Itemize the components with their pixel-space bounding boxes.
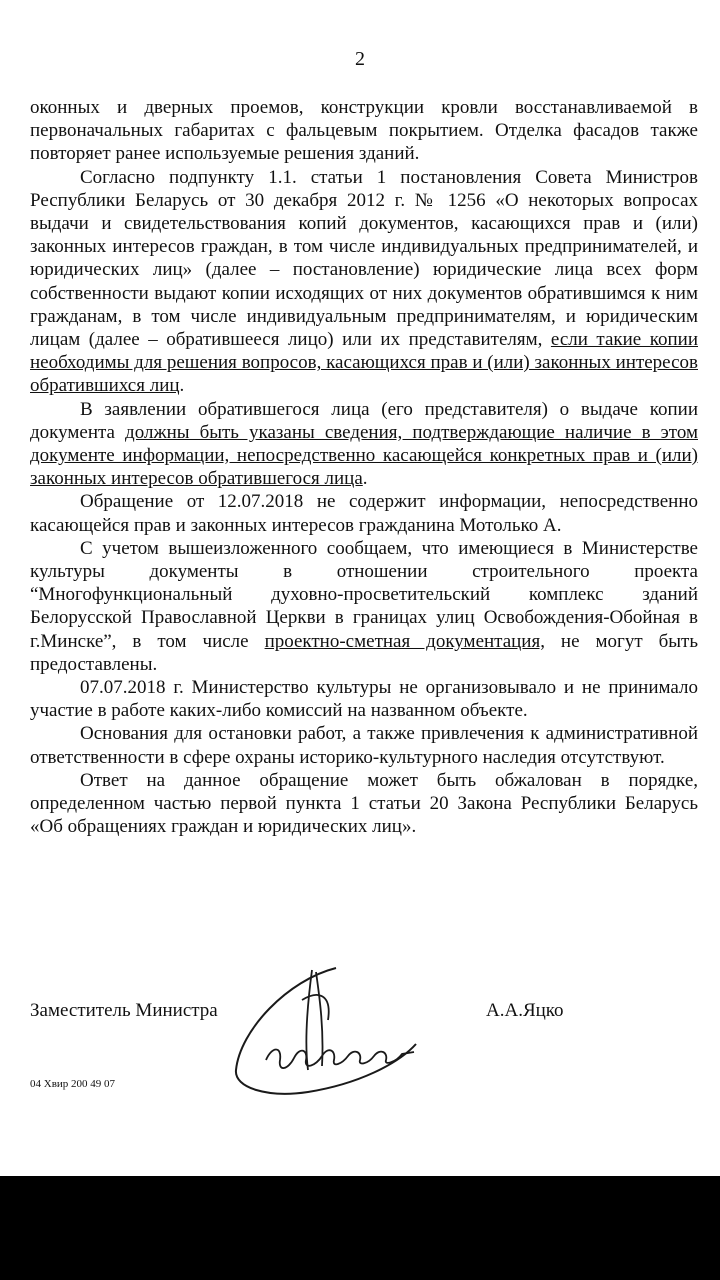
paragraph-5-end: не могут быть предоставлены.	[30, 630, 698, 675]
page-number: 2	[355, 48, 365, 70]
paragraph-5-underlined: проектно-сметная документация,	[264, 630, 545, 652]
signatory-title: Заместитель Министра	[30, 1000, 218, 1021]
paragraph-2	[30, 166, 698, 398]
signatory-name: А.А.Яцко	[486, 1000, 564, 1021]
paragraph-6: 07.07.2018 г. Министерство культуры не организовывало и не принимало участие в работе каких-либо комиссий на названном объекте.	[30, 677, 698, 722]
paragraph-3-text: В заявлении обратившегося лица (его представителя) о выдаче копии документа	[30, 398, 698, 443]
paragraph-8: Ответ на данное обращение может быть обжалован в порядке, определенном частью первой пункта 1 статьи 20 Закона Республики Беларусь «Об обращениях граждан и юридических лиц».	[30, 769, 698, 838]
paragraph-5	[30, 537, 698, 676]
paragraph-7: Основания для остановки работ, а также привлечения к административной ответственности в сфере охраны историко-культурного наследия отсутствуют.	[30, 723, 698, 768]
paragraph-4: Обращение от 12.07.2018 не содержит информации, непосредственно касающейся прав и законных интересов гражданина Мотолько А.	[30, 491, 698, 536]
bottom-black-bar	[0, 1176, 720, 1280]
paragraph-1: оконных и дверных проемов, конструкции кровли восстанавливаемой в первоначальных габаритах с фальцевым покрытием. Отделка фасадов также повторяет ранее используемые решения зданий.	[30, 97, 698, 165]
paragraph-2-end: .	[179, 375, 185, 397]
handwritten-signature	[228, 960, 428, 1100]
reference-number: 04 Хвир 200 49 07	[30, 1078, 116, 1090]
paragraph-3-underlined: должны быть указаны сведения, подтверждающие наличие в этом документе информации, непосредственно касающейся конкретных прав и (или) законных интересов обратившегося лица	[30, 421, 698, 490]
paragraph-5-text: С учетом вышеизложенного сообщаем, что имеющиеся в Министерстве культуры документы в отношении строительного проекта “Многофункциональный духовно-просветительский комплекс зданий Белорусской Православной Церкви в границах улиц Освобождения-Обойная в г.Минске”, в том числе	[30, 537, 698, 652]
paragraph-2-underlined: если такие копии необходимы для решения вопросов, касающихся прав и (или) законных интересов обратившихся лиц	[30, 329, 699, 397]
paragraph-3-end: .	[362, 468, 368, 490]
paragraph-2-text: Согласно подпункту 1.1. статьи 1 постановления Совета Министров Республики Беларусь от 30 декабря 2012 г. № 1256 «О некоторых вопросах выдачи и свидетельствования копий документов, касающихся прав и (или) законных интересов граждан, в том числе индивидуальных предпринимателей, и юридических лиц» (далее – постановление) юридические лица всех форм собственности выдают копии исходящих от них документов обратившимся к ним гражданам, в том числе индивидуальным предпринимателям, и юридическим лицам (далее – обратившееся лицо) или их представителям,	[30, 166, 698, 351]
letter-body	[30, 96, 698, 839]
paragraph-3	[30, 398, 698, 491]
